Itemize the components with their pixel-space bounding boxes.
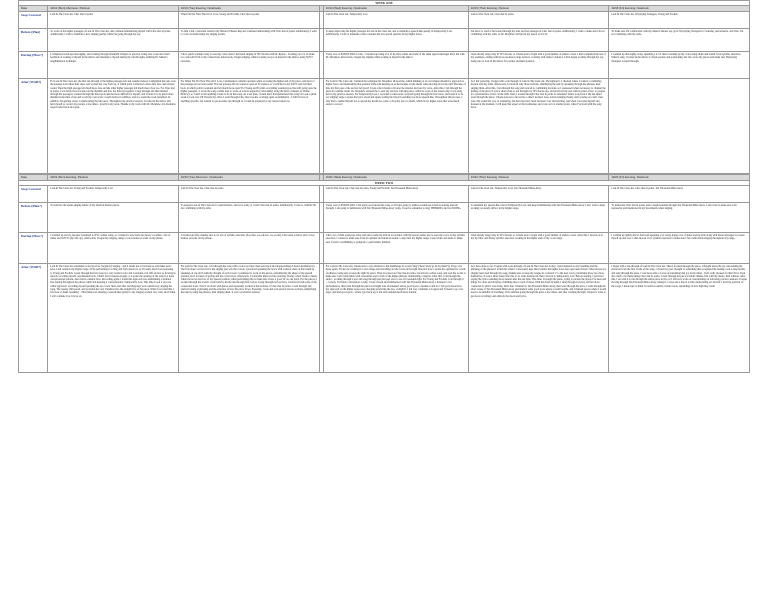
header-day: 10/16 (Fri) Evening, Notebook — [609, 6, 750, 12]
table-cell: To keep improving the higher passages in Lark in the Clear Air, and to maintain a speech-like quality in Temporarily Lost. Additionally, I want to maintain a more rounded and less spread aperture in my higher notes. — [323, 29, 468, 52]
table-cell: Lark In The Clear Air, Chac mat ni poma, Ten Thousand Miles Away — [609, 186, 750, 203]
week-one-title: WEEK ONE — [19, 1, 750, 6]
table-cell: Lark In The Clear Air, Temporarily Lost, Ten Thousand Miles Away — [468, 186, 609, 203]
header-date: Date — [19, 175, 48, 181]
row-label: Before (Plan?) — [19, 203, 48, 233]
header-day: 10/22 (Thur) Evening, Pantoun — [468, 175, 609, 181]
table-cell: I had already sung today in VP Chorale, so I made sure to begin with a good number of slides to reset. After this, I moved on to my lip trills, and finally syllabic exercises working in the higher ends of my vocal range. — [468, 233, 609, 264]
table-cell: I had already sung today in VP Chorale, so I made sure to begin with a good number of slides to reset. I then completed the rest of my warmups, ending with more resonance range reviews, working with slides to balance. I then began working through my rep, being sure to look in the mirror for posture and hand position. — [468, 52, 609, 79]
row-label: Stop Covered — [19, 186, 48, 203]
table-cell: Lark In The Clear Air, Chac mat ni poma, Young and Foolish, Ten Thousand Miles Away — [323, 186, 468, 203]
week-one-table — [18, 0, 750, 174]
table-cell: To prepare Lark in The Clear Air for performance, and to be ready to coach Chac mat ni poma. Additionally, I want to confirm I'm not combining with my arms. — [178, 203, 320, 233]
table-cell: As I have done so far, I began with a run-through of Lark In The Clear Air. Today, I paid attention to my breathing and the phrasing of the phrases I found that when I consciously kept that in mind, the higher notes feel open and relaxed. I then moved on, singing notes feel through my song, making sure to keep my tongue in a relaxed 'e' to the next word, prioritizing those two more themselves. It took a short break after this to do some homework, then I moved to Temporarily Lost. Before starting, I practiced saying the lyrics sounding more natural after the last time. This time, I brought the piano, trying to picture the places I've been and things I've done and drawing a fulfilling line to each of these. With this fresh in mind, I sung through it slowly and felt more connected to what I was doing. After this, I listened to Ten Thousand Miles Away, then went through the piece. I went through the short verses of Ten Thousand Miles Away and marked some good spots where I could breathe, and I marked spaces where I would need to be mindful of breathing. I felt satisfied going through the piece a few times, and after working through, I hoped to write to get more recordings and embody the mood and lyrics. — [468, 264, 609, 373]
table-cell: Today was a LESSON DAY. I felt pretty good about this song, so I'm just going to address trouble spots before starting and run through. I am going to familiarize with Ten Thousand Miles Away today. I need to remember to sing THINKING and not DOING. — [323, 203, 468, 233]
table-cell: For Lark In The Clear Air, I made sure to pay attention to the diphthongs in words ('sing' ('heart' and ('go in my mind'')). I'll go over those again. I'll also be working in a slow shape and stretching out the words in the right direction now. I spoke the opening few words of phrases, being sure to keep the right lip space. Then I focused on Chac mat ni poma. I practiced a whole song, and took the words to make sure I am comfortable with consonants and vowels of the higher phrases, maintaining a register. After this, I ran through the entire - working through a spot and song through just that part once to see if it sounded right. For Young and Foolish, I ran through it ... loosely, I'll listen to intonation. Lastly, I took a break and familiarized with Ten Thousand Miles Away. I listened to two performances, then went through the piece in straight tone and marked where good spots to breathe could be. I felt good about how my approach on the higher notes were. Keeping practicing the last, on high E, I felt very confident. I stopped and I'd need to go over steps, and find good spots - where I got back up, it felt and sounded much more natural. — [323, 264, 468, 373]
table-cell — [609, 79, 750, 174]
table-cell: For Lark In The Clear Air, I utilized the technique Dr. Morphew showed me, which thinking of an oval shaped mouth for approach to higher notes, and maintaining that position while still keeping an arched tongue on the inside when moving above the staff. Because of this, my first pass at the section felt good! I took a short break to browse the internet and rest my voice. After this, I ran through the piece in a similar result. Dr. Morphew advised me to start my practice with this piece, which is a part of the reason why it was sung first in my practice session. For Temporarily Lost, I recorded a some notes of myself going through the first verse, and found it to be too 'singing' stage. I spoke the lyrics aloud and again, feeling the inward sounding was more speech-like. Throughout this process, I only had to remind myself not to spread my mouth too wide or drop my jaw too much, which led to higher notes that were much easier to access! — [323, 79, 468, 174]
table-cell: For Lark In The Clear Air, the first run through of the higher passages felt and sounded tensed. I simplified the task, took the passage down three half steps, and worked my way back up, at which point I achieved a more full, free, and relaxed sound. Then the high passage felt much more free and the other higher passages felt much more clear too. For Chac mat ni poma, I was fairly more focused on the rhythms and how my lines fit together. I sang through and then marked through the passages I worked through the hard spots and the more difficult for myself, and I found it to be much more mindful at the time of me and to tell my own work of each motive in addition, and as a result the work benefited. In addition, I'm getting closer to memorizing the full piece. Throughout my practice session, I looked in the mirror and held myself to correct my posture a few times - mostly in my neck. Thanks to my work with Dr. Morphew, my shoulders stayed rolled back and open. — [48, 79, 178, 174]
table-cell: When I'm Not Near The Girl I Love, Young and Foolish, Chac mat ni poma — [178, 12, 320, 29]
week-two-title: WEEK TWO — [19, 181, 750, 186]
table-cell: To maintain my speech-like tone in Temporarily Lost, and keep familiarizing with Ten Thousand Miles Away. I also want to keep working on steady airflow in my higher range. — [468, 203, 609, 233]
table-cell: To find a full, controlled sound in my Musical Theater Rep and continue familiarizing with Chac mat ni poma. Additionally, I want to work on memorizing my singing poems. — [178, 29, 320, 52]
week-two-table — [18, 174, 750, 373]
table-cell: I warmed up fully, making sure to do lots of syllabic exercises (Soo-Nee, soo-oh-noo, we-ye-ah), I also used a mirror and a voice memos recorder on my phone. — [178, 233, 320, 264]
table-cell: I warmed up lightly since I had been speaking a lot today, doing a lot of slides and lip trills along with throat massages to loosen myself up and over. I then moved on to syllable exercises to make sure I felt comfortable singing throughout my range. — [609, 233, 750, 264]
table-cell: To memorize Chac mat ni poma, and to begin learning through Ten Thousand Miles Away. I also want to make sure I am expressive and intentional in my movements when singing. — [609, 203, 750, 233]
table-cell: Lark In The Clear Air, Chac mat ni poma — [178, 186, 320, 203]
table-cell: I'm strive to reach a full sound through my runs and fast passages in Chac mat ni poma. Additionally, I want to make sure I'm not combining with my arms, as Dr. Morphew advised in my lesson on 10/14. — [468, 29, 609, 52]
table-cell: Lark In The Clear Air, Waylaying Strangers, Young and Foolish — [609, 12, 750, 29]
header-day: 10/21 (Wed) Evening, Notebooks — [323, 175, 468, 181]
table-cell: For Lark In The Clear Air, I ran through the song with a voice recorder, then went back and dropped things I heard unsatisfactory. The first object on my list for the singing part was the vowels. I practiced speaking the lyrics with a mirror, then on the breath by speaking on one pitch with my thought of each vowel. I continued to work on the pieces, remembering the shape of my speech position, but I focused on pacing and the correct flow. Afterwards, I found this improved my lettering. Doing a short break to listen, I then moved to the flow of my speech position, when performing this to make sure I have a good 'in' on one pitch. For the pieces, I worked through the sound I would tend to hit the run-through first, before I sung through each section, I reviewed with some of the connection notes. Next I sat down with pieces and repeatedly worked at the sections of Chac mat ni poma. I went through and started looking at phrasing and the structure of how the piece flows. Focusing, I took and took several slower sections, simplifying the task by using the phrases, then singing them. It was a productive session. — [178, 264, 320, 373]
table-cell: Lark In The Clear Air, Chac mat ni poma — [468, 12, 609, 29]
table-cell: Lark In The Clear Air sometimes is feel good as I begin my singing - and it seems not to increase up and make sure I have a full sound in my higher range. I'll be performing it at Sing and Tell tomorrow, so I'll really need close preparing it. Young and Foolish, I went through the first verse in a very normal voice and I sounded a bit stiff and not as flowing in speech, recording myself, and listened back. I didn't feel it natural enough, so I spoke the opening of the song in a more conversational pattern, discovered a natural flow. Recording again, I found this approach was maintaining a nominal free feeling throughout the phrase while still keeping it conversational. Temporarily Lost, This time I took a 'process while' approach, recording myself speaking the two lower lines, and after deciding they were satisfactory, singing the song. The speedy chill paced, and provided me very transition into the straight five of the piece. When I recorded this, I felt clear to make 'speaking' - This method of ensuring a speech-like quality to my singing worked very well, and I think I will continue it as I move on. — [48, 264, 178, 373]
table-cell: Today was a LESSON DAY for me - I warmed up using a lot of lip trills, slides and some of the same appear messages that I did with Dr. Morphew. Afterwards, I began my singing while looking at myself in the mirror. — [323, 52, 468, 79]
header-day: 10/15 (Thur) Evening, Pantoun — [468, 6, 609, 12]
table-cell: I completed warm-ups thoroughly, and working through aftermath Chiquan to practice, being sure to use the visual feedback of looking at myself in the mirror and listening to myself during my run-throughs, utilizing Dr. Mauer's lengthilization technique. — [48, 52, 178, 79]
header-day: 10/23 (Fri) Evening, Notebook — [609, 175, 750, 181]
header-day: 10/12 (Mon) Afternoon, Pantoun — [48, 6, 178, 12]
header-day: 10/13 (Tue) Evening, Notebooks — [178, 6, 320, 12]
table-cell: To lean into the speak-singing nature of my musical theater pieces. — [48, 203, 178, 233]
table-cell: As I did yesterday, I began with a run through of Lark In The Clear Air. Throughout it, I checked where I wanted a combining motion with my arms. Afterwards, I practiced only those sections, simplifying the task by speaking through the phrases, then singing them. After this, I ran through the song and noticed no combining motions, so I reassessed where necessary to channel the feeling of the piece! I took a short break to run through my VP Chorale rep, and practiced my part with no piano/voice, to prepare for a performance I have on the 16th. Next, I looked through Chac mat ni poma to remember what I took from it the last time I went through the piece. I made sure not to move into a time I learned. Less, noticed singing mostly and focusing on a full, clear tone. My sound felt a lot of wandering, but that may have been because I was still learning, and when I recorded myself and listened at the moment, I will keep that aspect at the backburner and work on it at another point, when I've lived with the song more. — [468, 79, 609, 174]
row-label: During (How?) — [19, 52, 48, 79]
header-date: Date — [19, 6, 48, 12]
table-cell: I did a quick warmup today to reset my voice since I had been singing in VP Chorale with Dr. Ryerse - focusing on a lot of slides for a smooth fill in to the connections. Afterwards, I began singing, while focusing on eye on myself in the mirror, using SOVT exercises. — [178, 52, 320, 79]
table-cell: To make sure I'm comfortable with my musical theater rep, grow Waylaying Strangers for Saturday performance, and Chac I'm not combining with my arms. — [609, 29, 750, 52]
row-label: After (WAB?) — [19, 264, 48, 373]
table-cell: I began with a run-through of Lark In The Clear Air. Then I focused through the piece. I thought about the joy surrounding my character from the first words of the song. I closed my eyes, thought of something that recaptured the feeling, took a deep breath, and sang through the piece. I was more able to focus on translating that joy in my mind - I felt really pleased for this! Next, I had also tried to be memorizing Chac mat ni poma. I went through the piece in small chunks, first with my music, then without. After this, I sat with it to run through the entire piece in my car I will now work on concentrating on following practice sessions. I began moving through Ten Thousand Miles Away, taking it a verse and a line at a time, memorizing as I moved. I tried lip position on the songs. I made sure to think I would be usually certain words, depending on how high they went! — [609, 264, 750, 373]
table-cell: Lark In The Clear Air, Chac mat ni poma — [48, 12, 178, 29]
table-cell: Lark In The Clear Air, Young and Foolish, Temporarily Lost — [48, 186, 178, 203]
row-label: During (How?) — [19, 233, 48, 264]
table-cell: To work on the higher passages of Lark In The Clear Air, and continue familiarizing myself with Chac mat ni poma. Additionally, I want to maintain a new singing partner while I'm going through my rep. — [48, 29, 178, 52]
row-label: Stop Covered — [19, 12, 48, 29]
table-cell: I did a lot of slide warm-ups today and put in some lip trills in accordance with my lesson earlier just to reset my voice. In my syllabic exercises, I wanted to make sure I had an optimal and balanced sound, to kept into my higher range. I used video and audio to make sure I wasn't overthinking or going into a performatic mindset. — [323, 233, 468, 264]
header-day: 10/20 (Tue) Afternoon, Notebooks — [178, 175, 320, 181]
table-cell: Lark In The Clear Air, Temporarily Lost — [323, 12, 468, 29]
header-day: 10/14 (Wed) Evening, Notebooks — [323, 6, 468, 12]
table-cell: I warmed up slowly, because I returned to NYC earlier today, so I wanted to ease back into heavy vocalism - lots of slides and SOVT's (lip trill, up). Afterwards, I began my singing, using a voice memo recorder on my phone. — [48, 233, 178, 264]
table-cell: For When I'm Not Near The Girl I Love, I maintained a smaller aperture when accessing the higher end of the piece, and most of the passages proved successful. The last passage did not sound as open as I'd wanted, so I switched to my SOVT and switched back, at which point it sounded and felt much more open! For Young and Foolish, everything sounded good but still going onto the higher passages - I wrote the song a while next to work on a more supportive 'smoothing' along the lines of theatre as Winter Hollow), so I don't recall anything I need to fix in this song. As a last plan, I found that I had memorized this song!! It took a quick week to look over VP Chorale my. Once I went through Chac mat ni poma, working again on familiarity - I didn't focus on anything specific, but wanted to get an entire run through so I could be prepared for my lesson tomorrow. — [178, 79, 320, 174]
row-label: After (WAB?) — [19, 79, 48, 174]
schedule-sheet — [18, 0, 750, 373]
table-cell: I warmed up thoroughly today, spending a lot of time loosening up my voice using slides and breath focus syllabic exercises. When I sang, I looked in the mirror to check posture and positioning, but also wrote my pieces and make sure Waylaying Strangers is sured through. — [609, 52, 750, 79]
header-day: 10/19 (Mon) Evening, Pantoun — [48, 175, 178, 181]
row-label: Before (Plan) — [19, 29, 48, 52]
